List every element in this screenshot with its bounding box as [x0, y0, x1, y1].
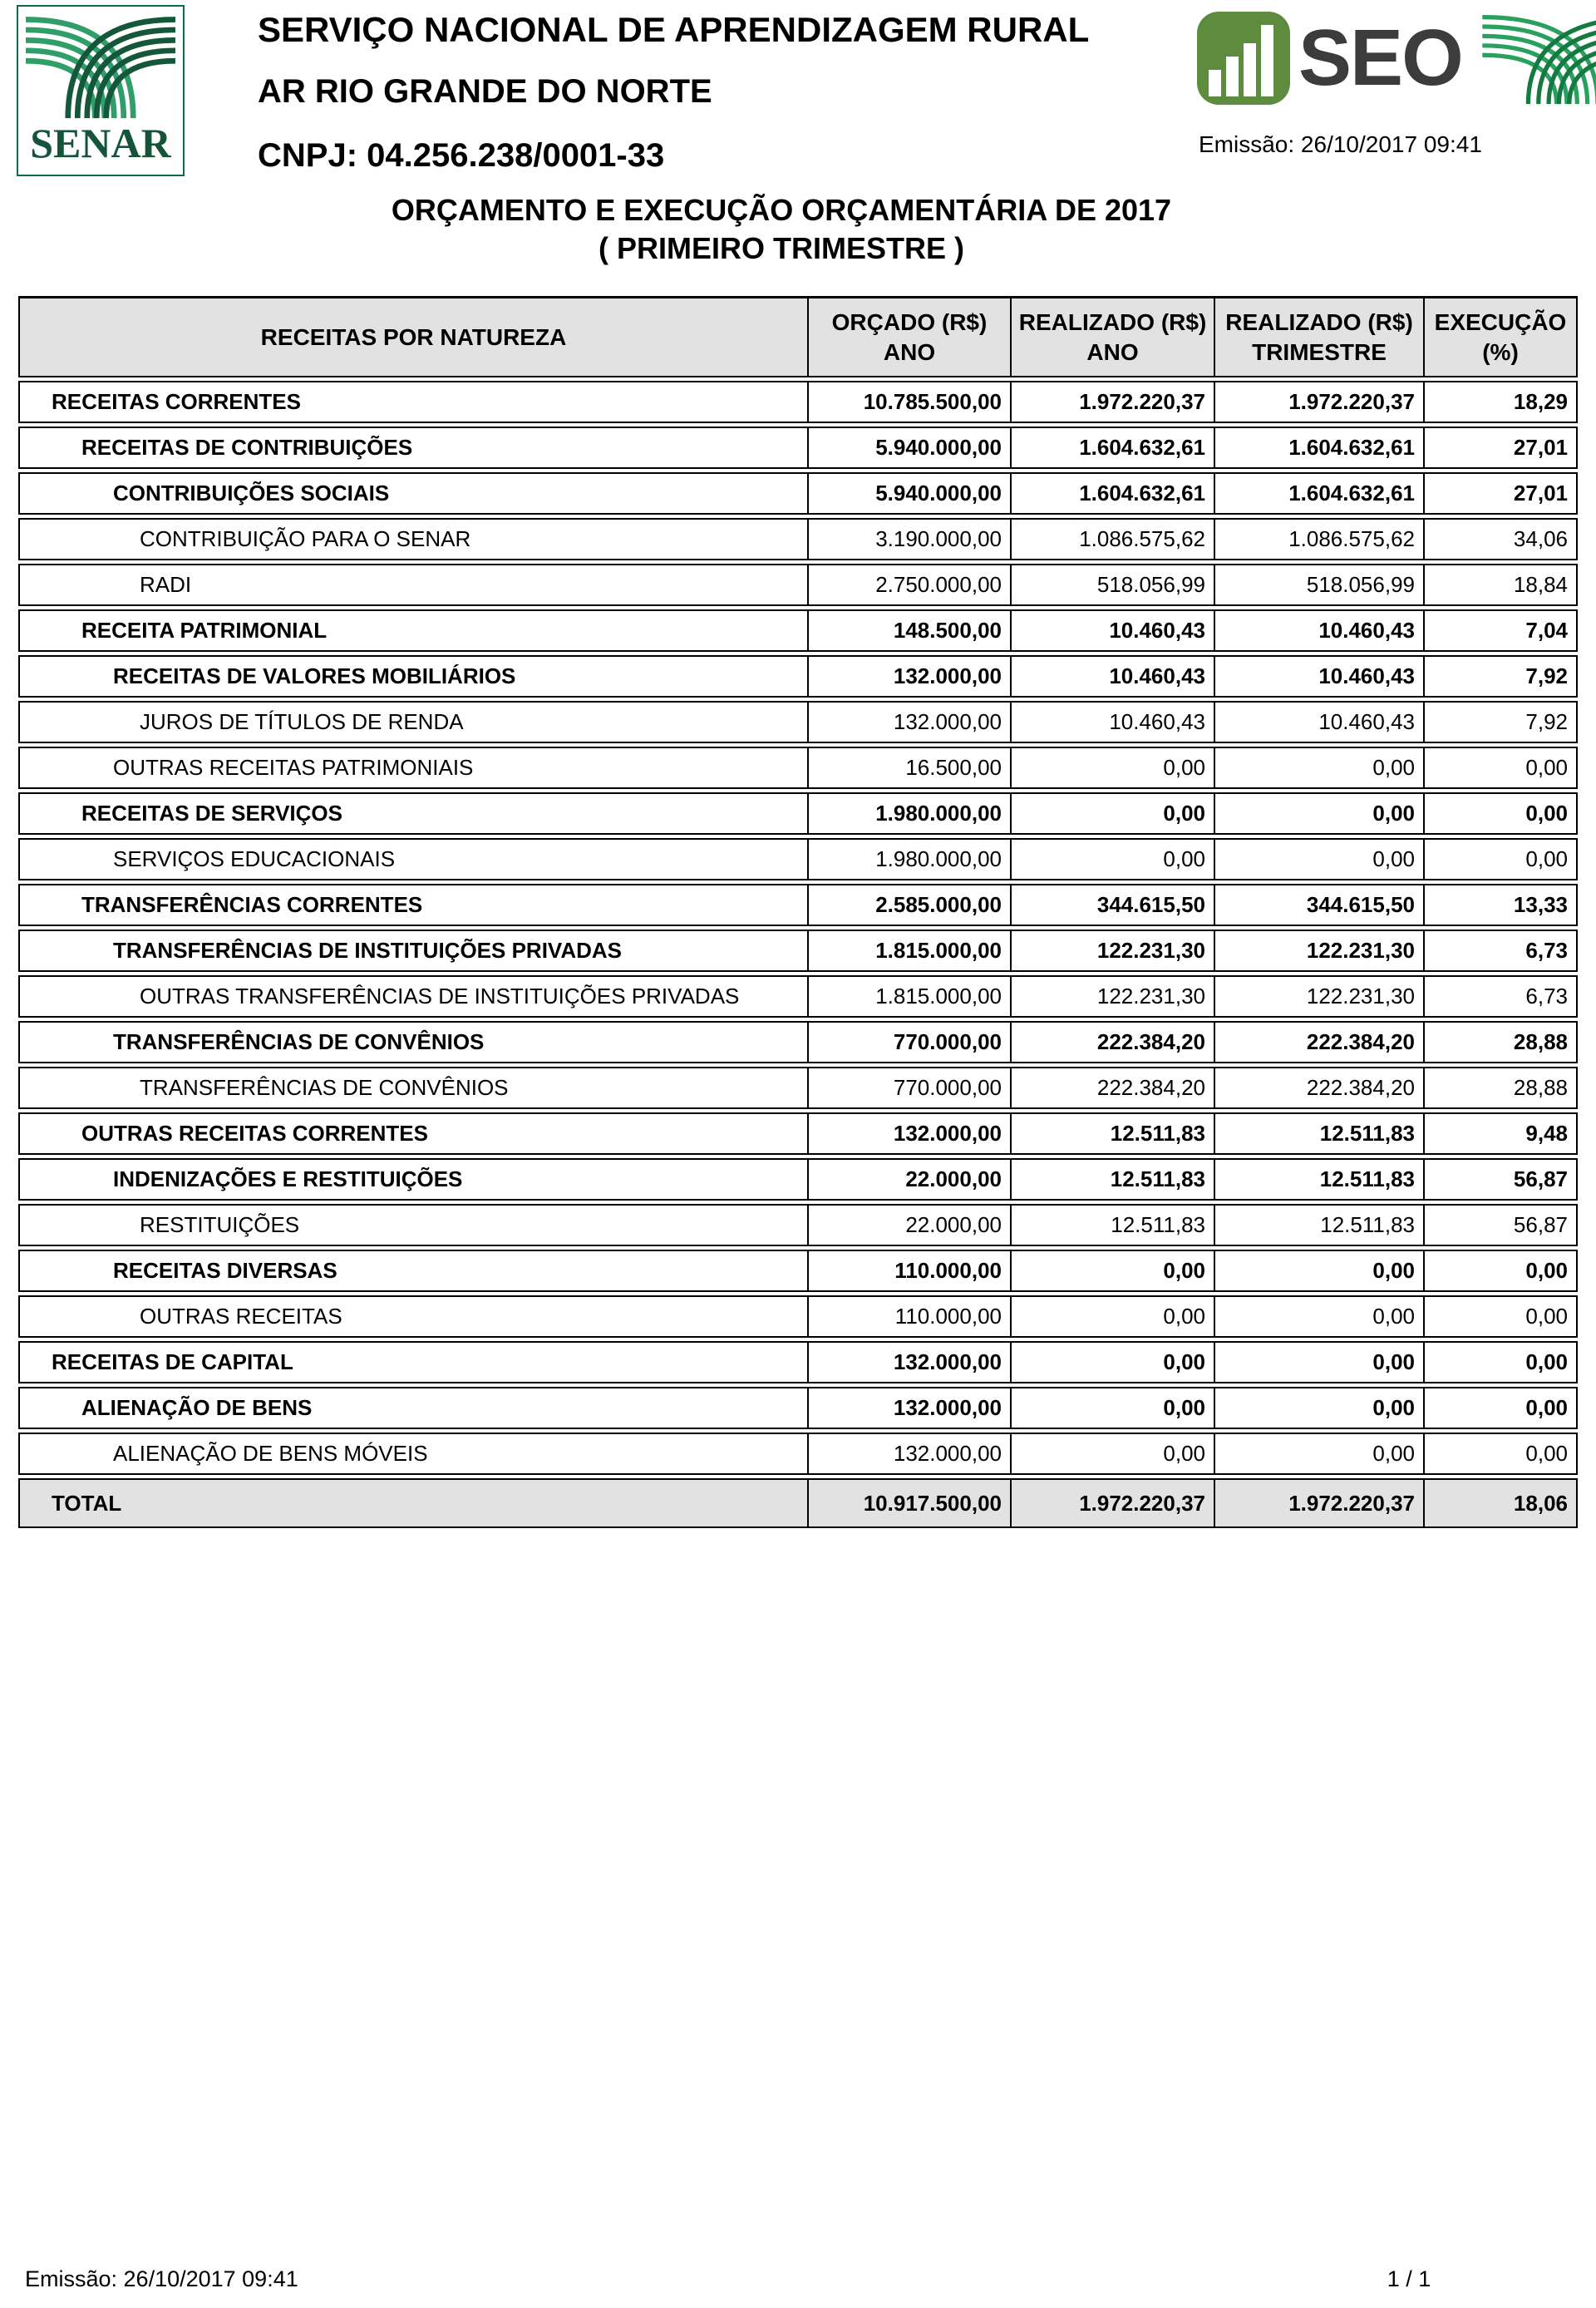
row-execucao: 7,92	[1425, 655, 1578, 698]
row-execucao: 7,04	[1425, 609, 1578, 652]
org-name: SERVIÇO NACIONAL DE APRENDIZAGEM RURAL	[258, 10, 1090, 49]
col-header-execucao	[1425, 296, 1578, 377]
col-header-receitas-por-natureza	[18, 296, 809, 377]
row-realizado-trimestre: 10.460,43	[1215, 655, 1425, 698]
row-realizado-trimestre: 1.086.575,62	[1215, 518, 1425, 560]
seo-arcs-icon	[1472, 11, 1596, 106]
row-realizado-trimestre: 12.511,83	[1215, 1204, 1425, 1246]
emission-datetime: Emissão: 26/10/2017 09:41	[1199, 131, 1482, 157]
row-orcado-ano: 132.000,00	[809, 1341, 1012, 1383]
row-label: JUROS DE TÍTULOS DE RENDA	[18, 701, 809, 743]
row-realizado-trimestre: 0,00	[1215, 1433, 1425, 1475]
row-orcado-ano: 2.750.000,00	[809, 564, 1012, 606]
row-realizado-trimestre: 122.231,30	[1215, 975, 1425, 1018]
org-cnpj: CNPJ: 04.256.238/0001-33	[258, 137, 665, 174]
row-label: ALIENAÇÃO DE BENS	[18, 1387, 809, 1429]
table-row	[18, 1204, 1578, 1246]
row-realizado-trimestre: 518.056,99	[1215, 564, 1425, 606]
row-execucao: 0,00	[1425, 792, 1578, 835]
table-row	[18, 381, 1578, 423]
row-realizado-ano: 10.460,43	[1012, 609, 1215, 652]
row-realizado-trimestre: 222.384,20	[1215, 1067, 1425, 1109]
row-label: CONTRIBUIÇÕES SOCIAIS	[18, 472, 809, 515]
total-realizado-ano: 1.972.220,37	[1012, 1478, 1215, 1528]
row-label: SERVIÇOS EDUCACIONAIS	[18, 838, 809, 880]
row-orcado-ano: 770.000,00	[809, 1067, 1012, 1109]
row-execucao: 0,00	[1425, 747, 1578, 789]
table-row	[18, 884, 1578, 926]
row-label: OUTRAS TRANSFERÊNCIAS DE INSTITUIÇÕES PRIVADAS	[18, 975, 809, 1018]
col-header-sublabel: ANO	[1086, 338, 1139, 365]
row-realizado-trimestre: 1.972.220,37	[1215, 381, 1425, 423]
total-execucao: 18,06	[1425, 1478, 1578, 1528]
row-realizado-trimestre: 344.615,50	[1215, 884, 1425, 926]
row-orcado-ano: 10.785.500,00	[809, 381, 1012, 423]
org-block	[258, 12, 1089, 175]
page-title-line2: ( PRIMEIRO TRIMESTRE )	[598, 231, 964, 265]
row-label: TRANSFERÊNCIAS DE INSTITUIÇÕES PRIVADAS	[18, 930, 809, 972]
row-realizado-trimestre: 1.604.632,61	[1215, 472, 1425, 515]
row-execucao: 0,00	[1425, 1250, 1578, 1292]
row-execucao: 28,88	[1425, 1067, 1578, 1109]
row-execucao: 6,73	[1425, 930, 1578, 972]
table-row	[18, 1433, 1578, 1475]
table-row	[18, 564, 1578, 606]
row-execucao: 18,84	[1425, 564, 1578, 606]
row-orcado-ano: 2.585.000,00	[809, 884, 1012, 926]
row-label: RECEITA PATRIMONIAL	[18, 609, 809, 652]
row-orcado-ano: 132.000,00	[809, 1112, 1012, 1155]
row-realizado-ano: 10.460,43	[1012, 701, 1215, 743]
senar-arcs-icon	[19, 10, 182, 121]
row-execucao: 34,06	[1425, 518, 1578, 560]
col-header-label: RECEITAS POR NATUREZA	[260, 323, 567, 350]
row-orcado-ano: 132.000,00	[809, 701, 1012, 743]
row-orcado-ano: 16.500,00	[809, 747, 1012, 789]
row-execucao: 56,87	[1425, 1158, 1578, 1201]
row-realizado-ano: 0,00	[1012, 1295, 1215, 1338]
table-row	[18, 701, 1578, 743]
table-header-row	[18, 296, 1578, 377]
row-realizado-ano: 1.086.575,62	[1012, 518, 1215, 560]
col-header-sublabel: TRIMESTRE	[1252, 338, 1387, 365]
table-row	[18, 1387, 1578, 1429]
row-realizado-ano: 122.231,30	[1012, 975, 1215, 1018]
row-realizado-ano: 0,00	[1012, 838, 1215, 880]
table-row	[18, 747, 1578, 789]
row-orcado-ano: 5.940.000,00	[809, 472, 1012, 515]
row-realizado-ano: 0,00	[1012, 1387, 1215, 1429]
table-row	[18, 1021, 1578, 1063]
row-execucao: 0,00	[1425, 1387, 1578, 1429]
row-orcado-ano: 22.000,00	[809, 1204, 1012, 1246]
seo-bars-icon	[1197, 12, 1290, 105]
col-header-sublabel: (%)	[1482, 338, 1519, 365]
table-row	[18, 655, 1578, 698]
row-orcado-ano: 132.000,00	[809, 655, 1012, 698]
row-realizado-trimestre: 10.460,43	[1215, 609, 1425, 652]
row-orcado-ano: 132.000,00	[809, 1433, 1012, 1475]
row-label: OUTRAS RECEITAS	[18, 1295, 809, 1338]
row-execucao: 28,88	[1425, 1021, 1578, 1063]
row-realizado-ano: 222.384,20	[1012, 1021, 1215, 1063]
row-realizado-trimestre: 122.231,30	[1215, 930, 1425, 972]
row-orcado-ano: 148.500,00	[809, 609, 1012, 652]
row-label: RECEITAS DE VALORES MOBILIÁRIOS	[18, 655, 809, 698]
row-label: RECEITAS DIVERSAS	[18, 1250, 809, 1292]
table-body	[18, 381, 1578, 1528]
page-title	[0, 191, 1563, 268]
row-realizado-ano: 1.972.220,37	[1012, 381, 1215, 423]
row-realizado-ano: 0,00	[1012, 1433, 1215, 1475]
row-execucao: 9,48	[1425, 1112, 1578, 1155]
table-row	[18, 609, 1578, 652]
row-realizado-ano: 0,00	[1012, 747, 1215, 789]
row-orcado-ano: 22.000,00	[809, 1158, 1012, 1201]
table-row	[18, 1295, 1578, 1338]
org-unit: AR RIO GRANDE DO NORTE	[258, 73, 712, 110]
row-label: OUTRAS RECEITAS CORRENTES	[18, 1112, 809, 1155]
row-realizado-trimestre: 0,00	[1215, 747, 1425, 789]
table-row	[18, 930, 1578, 972]
total-realizado-trimestre: 1.972.220,37	[1215, 1478, 1425, 1528]
col-header-orcado-ano	[809, 296, 1012, 377]
table-row	[18, 792, 1578, 835]
table-total-row	[18, 1478, 1578, 1528]
row-realizado-trimestre: 0,00	[1215, 838, 1425, 880]
footer-emission-datetime: Emissão: 26/10/2017 09:41	[25, 2266, 298, 2291]
row-realizado-ano: 1.604.632,61	[1012, 427, 1215, 469]
row-execucao: 56,87	[1425, 1204, 1578, 1246]
row-orcado-ano: 132.000,00	[809, 1387, 1012, 1429]
page-title-line1: ORÇAMENTO E EXECUÇÃO ORÇAMENTÁRIA DE 2017	[391, 193, 1172, 227]
row-realizado-trimestre: 0,00	[1215, 1341, 1425, 1383]
row-label: TRANSFERÊNCIAS DE CONVÊNIOS	[18, 1021, 809, 1063]
row-realizado-ano: 0,00	[1012, 1341, 1215, 1383]
row-label: ALIENAÇÃO DE BENS MÓVEIS	[18, 1433, 809, 1475]
row-orcado-ano: 1.815.000,00	[809, 975, 1012, 1018]
row-execucao: 0,00	[1425, 838, 1578, 880]
row-label: OUTRAS RECEITAS PATRIMONIAIS	[18, 747, 809, 789]
col-header-label: REALIZADO (R$)	[1018, 308, 1207, 335]
seo-wordmark: SEO	[1298, 13, 1462, 102]
table-row	[18, 1158, 1578, 1201]
row-realizado-ano: 12.511,83	[1012, 1112, 1215, 1155]
row-realizado-trimestre: 0,00	[1215, 1295, 1425, 1338]
row-execucao: 27,01	[1425, 427, 1578, 469]
row-realizado-ano: 0,00	[1012, 1250, 1215, 1292]
row-execucao: 13,33	[1425, 884, 1578, 926]
row-realizado-trimestre: 0,00	[1215, 1387, 1425, 1429]
row-realizado-ano: 518.056,99	[1012, 564, 1215, 606]
row-label: RADI	[18, 564, 809, 606]
row-execucao: 0,00	[1425, 1341, 1578, 1383]
col-header-label: ORÇADO (R$)	[831, 308, 988, 335]
row-execucao: 0,00	[1425, 1433, 1578, 1475]
row-realizado-ano: 0,00	[1012, 792, 1215, 835]
row-realizado-trimestre: 1.604.632,61	[1215, 427, 1425, 469]
row-realizado-trimestre: 0,00	[1215, 792, 1425, 835]
row-execucao: 0,00	[1425, 1295, 1578, 1338]
table-row	[18, 838, 1578, 880]
row-execucao: 18,29	[1425, 381, 1578, 423]
row-realizado-trimestre: 12.511,83	[1215, 1112, 1425, 1155]
row-label: TRANSFERÊNCIAS CORRENTES	[18, 884, 809, 926]
table-row	[18, 472, 1578, 515]
row-realizado-ano: 122.231,30	[1012, 930, 1215, 972]
row-label: RECEITAS DE CAPITAL	[18, 1341, 809, 1383]
col-header-realizado-trimestre	[1215, 296, 1425, 377]
row-realizado-trimestre: 0,00	[1215, 1250, 1425, 1292]
row-label: RECEITAS DE CONTRIBUIÇÕES	[18, 427, 809, 469]
row-orcado-ano: 5.940.000,00	[809, 427, 1012, 469]
row-label: INDENIZAÇÕES E RESTITUIÇÕES	[18, 1158, 809, 1201]
table-row	[18, 1067, 1578, 1109]
row-orcado-ano: 770.000,00	[809, 1021, 1012, 1063]
row-orcado-ano: 1.815.000,00	[809, 930, 1012, 972]
row-execucao: 6,73	[1425, 975, 1578, 1018]
total-orcado-ano: 10.917.500,00	[809, 1478, 1012, 1528]
col-header-realizado-ano	[1012, 296, 1215, 377]
row-realizado-ano: 222.384,20	[1012, 1067, 1215, 1109]
row-realizado-trimestre: 10.460,43	[1215, 701, 1425, 743]
table-row	[18, 427, 1578, 469]
row-orcado-ano: 1.980.000,00	[809, 838, 1012, 880]
table-row	[18, 975, 1578, 1018]
total-label: TOTAL	[18, 1478, 809, 1528]
col-header-label: REALIZADO (R$)	[1225, 308, 1413, 335]
row-realizado-trimestre: 12.511,83	[1215, 1158, 1425, 1201]
senar-wordmark: SENAR	[30, 120, 171, 166]
table-row	[18, 1250, 1578, 1292]
table-row	[18, 1341, 1578, 1383]
row-execucao: 27,01	[1425, 472, 1578, 515]
row-realizado-ano: 12.511,83	[1012, 1158, 1215, 1201]
row-realizado-ano: 344.615,50	[1012, 884, 1215, 926]
row-realizado-ano: 10.460,43	[1012, 655, 1215, 698]
col-header-sublabel: ANO	[883, 338, 936, 365]
budget-table	[18, 293, 1578, 1531]
seo-logo	[1197, 10, 1596, 106]
col-header-label: EXECUÇÃO	[1434, 308, 1567, 335]
row-realizado-ano: 1.604.632,61	[1012, 472, 1215, 515]
footer-page-number: 1 / 1	[1387, 2266, 1431, 2291]
row-label: CONTRIBUIÇÃO PARA O SENAR	[18, 518, 809, 560]
row-orcado-ano: 3.190.000,00	[809, 518, 1012, 560]
row-label: RECEITAS CORRENTES	[18, 381, 809, 423]
row-realizado-ano: 12.511,83	[1012, 1204, 1215, 1246]
row-execucao: 7,92	[1425, 701, 1578, 743]
row-label: RESTITUIÇÕES	[18, 1204, 809, 1246]
row-label: RECEITAS DE SERVIÇOS	[18, 792, 809, 835]
row-label: TRANSFERÊNCIAS DE CONVÊNIOS	[18, 1067, 809, 1109]
row-orcado-ano: 110.000,00	[809, 1295, 1012, 1338]
senar-logo	[17, 5, 185, 176]
table-row	[18, 518, 1578, 560]
table-row	[18, 1112, 1578, 1155]
row-orcado-ano: 110.000,00	[809, 1250, 1012, 1292]
row-realizado-trimestre: 222.384,20	[1215, 1021, 1425, 1063]
row-orcado-ano: 1.980.000,00	[809, 792, 1012, 835]
